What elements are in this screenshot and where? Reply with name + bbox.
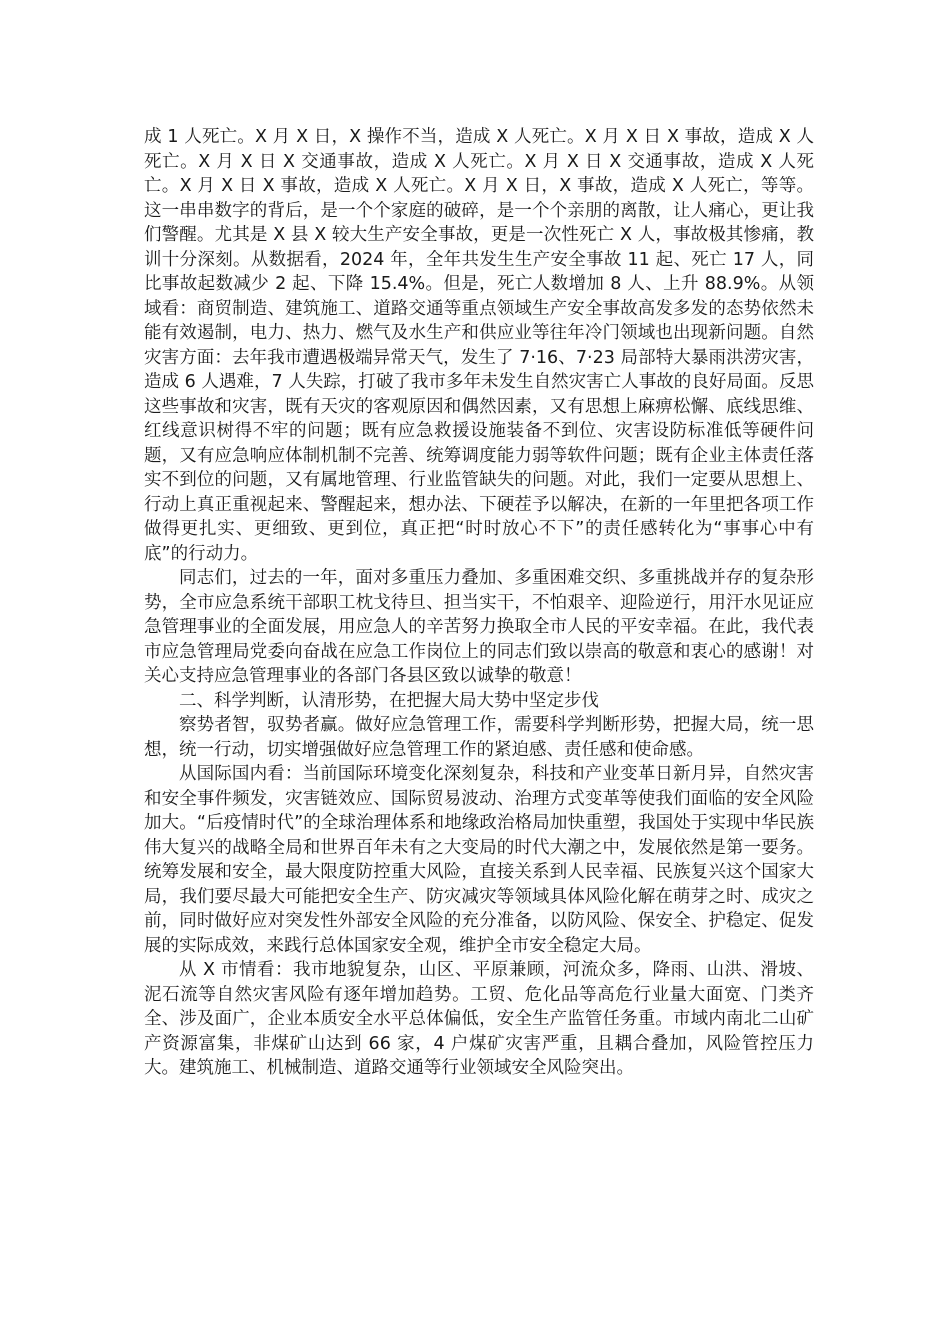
document-body [144, 125, 814, 1081]
paragraph-accident-summary: 成 1 人死亡。X 月 X 日，X 操作不当，造成 X 人死亡。X 月 X 日 X 事故，造成 X 人死亡。X 月 X 日 X 交通事故，造成 X 人死亡。X 月 X 日 X 交通事故，造成 X 人死亡。X 月 X 日 X 事故，造成 X 人死亡。X 月 X 日，X 事故，造成 X 人死亡，等等。这一串串数字的背后，是一个个家庭的破碎，是一个个亲朋的离散，让人痛心，更让我们警醒。尤其是 X 县 X 较大生产安全事故，更是一次性死亡 X 人，事故极其惨痛，教训十分深刻。从数据看，2024 年，全年共发生生产安全事故 11 起、死亡 17 人，同比事故起数减少 2 起、下降 15.4%。但是，死亡人数增加 8 人、上升 88.9%。从领域看：商贸制造、建筑施工、道路交通等重点领域生产安全事故高发多发的态势依然未能有效遏制，电力、热力、燃气及水生产和供应业等往年冷门领域也出现新问题。自然灾害方面：去年我市遭遇极端异常天气，发生了 7·16、7·23 局部特大暴雨洪涝灾害，造成 6 人遇难，7 人失踪，打破了我市多年未发生自然灾害亡人事故的良好局面。反思这些事故和灾害，既有天灾的客观原因和偶然因素，又有思想上麻痹松懈、底线思维、红线意识树得不牢的问题；既有应急救援设施装备不到位、灾害设防标准低等硬件问题，又有应急响应体制机制不完善、统筹调度能力弱等软件问题；既有企业主体责任落实不到位的问题，又有属地管理、行业监管缺失的问题。对此，我们一定要从思想上、行动上真正重视起来、警醒起来，想办法、下硬茬予以解决，在新的一年里把各项工作做得更扎实、更细致、更到位，真正把“时时放心不下”的责任感转化为“事事心中有底”的行动力。 [144, 127, 814, 564]
paragraph-situation-intro: 察势者智，驭势者赢。做好应急管理工作，需要科学判断形势，把握大局，统一思想，统一行动，切实增强做好应急管理工作的紧迫感、责任感和使命感。 [144, 715, 814, 760]
paragraph-international-domestic: 从国际国内看：当前国际环境变化深刻复杂，科技和产业变革日新月异，自然灾害和安全事件频发，灾害链效应、国际贸易波动、治理方式变革等使我们面临的安全风险加大。“后疫情时代”的全球治理体系和地缘政治格局加快重塑，我国处于实现中华民族伟大复兴的战略全局和世界百年未有之大变局的时代大潮之中，发展依然是第一要务。统筹发展和安全，最大限度防控重大风险，直接关系到人民幸福、民族复兴这个国家大局，我们要尽最大可能把安全生产、防灾减灾等领域具体风险化解在萌芽之时、成灾之前，同时做好应对突发性外部安全风险的充分准备，以防风险、保安全、护稳定、促发展的实际成效，来践行总体国家安全观，维护全市安全稳定大局。 [144, 764, 814, 956]
paragraph-gratitude: 同志们，过去的一年，面对多重压力叠加、多重困难交织、多重挑战并存的复杂形势，全市应急系统干部职工枕戈待旦、担当实干，不怕艰辛、迎险逆行，用汗水见证应急管理事业的全面发展，用应急人的辛苦努力换取全市人民的平安幸福。在此，我代表市应急管理局党委向奋战在应急工作岗位上的同志们致以崇高的敬意和衷心的感谢！对关心支持应急管理事业的各部门各县区致以诚挚的敬意！ [144, 568, 814, 686]
section-heading-2: 二、科学判断，认清形势，在把握大局大势中坚定步伐 [179, 690, 599, 711]
paragraph-city-situation: 从 X 市情看：我市地貌复杂，山区、平原兼顾，河流众多，降雨、山洪、滑坡、泥石流等自然灾害风险有逐年增加趋势。工贸、危化品等高危行业量大面宽、门类齐全、涉及面广，企业本质安全水平总体偏低，安全生产监管任务重。市域内南北二山矿产资源富集，非煤矿山达到 66 家，4 户煤矿灾害严重，且耦合叠加，风险管控压力大。建筑施工、机械制造、道路交通等行业领域安全风险突出。 [144, 960, 814, 1078]
